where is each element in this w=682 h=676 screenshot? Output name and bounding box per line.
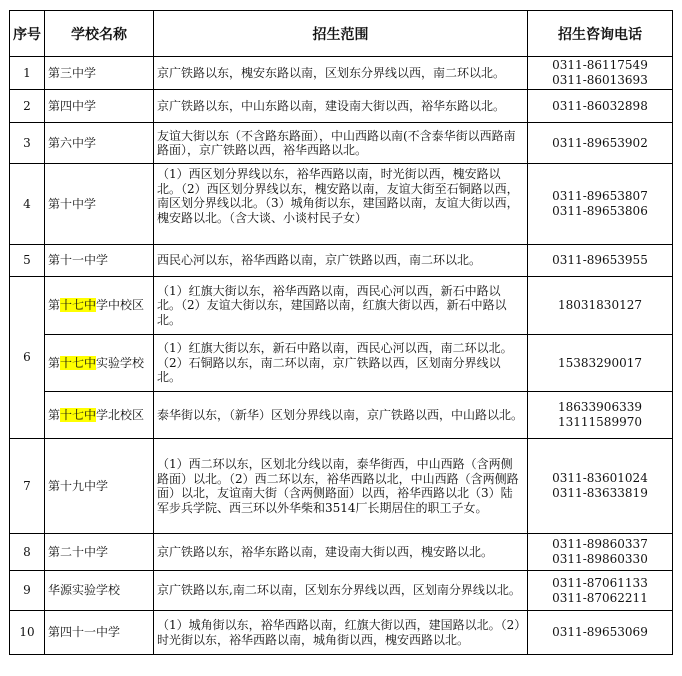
table-row	[10, 534, 673, 571]
phone-cell	[528, 164, 673, 245]
phone-cell	[528, 611, 673, 655]
row-no: 10	[10, 611, 45, 655]
school-name: 第三中学	[45, 57, 154, 90]
school-name	[45, 277, 154, 335]
school-name: 第十中学	[45, 164, 154, 245]
phone-number: 15383290017	[558, 355, 642, 370]
highlighted-text: 十七中	[60, 355, 97, 370]
admission-range: 京广铁路以东,南二环以南，区划东分界线以西，区划南分界线以北。	[154, 571, 528, 611]
header-school: 学校名称	[45, 11, 154, 57]
phone-cell	[528, 534, 673, 571]
phone-number: 13111589970	[558, 415, 642, 429]
phone-number: 0311-89860337	[552, 537, 648, 551]
table-row	[10, 245, 673, 277]
header-row	[10, 11, 673, 57]
admission-range: 西民心河以东，裕华西路以南，京广铁路以西，南二环以北。	[154, 245, 528, 277]
row-no: 4	[10, 164, 45, 245]
admission-range: 京广铁路以东，裕华东路以南，建设南大街以西，槐安路以北。	[154, 534, 528, 571]
phone-number: 18633906339	[558, 400, 642, 414]
school-name-prefix: 第	[48, 355, 61, 370]
school-name: 第十九中学	[45, 439, 154, 534]
table-row	[10, 571, 673, 611]
phone-number: 0311-87062211	[552, 590, 648, 605]
admission-range: 友谊大街以东（不含路东路面），中山西路以南(不含泰华街以西路南路面），京广铁路以西，裕华西路以北。	[154, 123, 528, 164]
school-name-prefix: 第	[48, 298, 61, 313]
admission-range: （1）红旗大街以东，裕华西路以南，西民心河以西，新石中路以北。（2）友谊大街以东，建国路以南，红旗大街以西，新石中路以北。	[154, 277, 528, 335]
table-row	[10, 439, 673, 534]
admission-range-cell	[154, 164, 528, 245]
table-row	[10, 277, 673, 335]
table-row	[10, 123, 673, 164]
phone-cell	[528, 57, 673, 90]
table-row	[10, 392, 673, 439]
school-name	[45, 392, 154, 439]
phone-cell	[528, 277, 673, 335]
admission-range: （1）城角街以东，裕华西路以南，红旗大街以西，建国路以北。（2）时光街以东，裕华西路以南，城角街以西，槐安西路以北。	[154, 611, 528, 655]
phone-number: 18031830127	[558, 298, 642, 312]
phone-number: 0311-89860330	[552, 552, 648, 566]
table-row	[10, 164, 673, 245]
phone-cell	[528, 392, 673, 439]
admission-range: （1）西区划分界线以东，裕华西路以南，时光街以西，槐安路以北。（2）西区划分界线以东，槐安路以南，友谊大街至石铜路以西，南区划分界线以北。（3）城角街以东，建国路以南，友谊大街以西，槐安路以北。（含大谈、小谈村民子女）	[157, 167, 519, 225]
school-name-suffix: 学北校区	[96, 407, 145, 422]
admission-table	[9, 10, 673, 655]
phone-number: 0311-89653955	[552, 253, 648, 267]
table-row	[10, 335, 673, 392]
school-name: 第六中学	[45, 123, 154, 164]
admission-range: （1）西二环以东，区划北分线以南，泰华街西，中山西路（含两侧路面）以北。（2）西二环以东，裕华西路以北，中山西路（含两侧路面）以北，友谊南大街（含两侧路面）以西，裕华西路以北（3）陆军步兵学院、西三环以外华柴和3514厂长期居住的职工子女。	[154, 439, 528, 534]
row-no: 3	[10, 123, 45, 164]
phone-cell	[528, 335, 673, 392]
admission-range: （1）红旗大街以东，新石中路以南，西民心河以西，南二环以北。（2）石铜路以东，南二环以南，京广铁路以西，区划南分界线以北。	[154, 335, 528, 392]
phone-cell	[528, 571, 673, 611]
phone-number: 0311-83633819	[552, 486, 648, 500]
admission-range: 京广铁路以东，中山东路以南，建设南大街以西，裕华东路以北。	[154, 90, 528, 123]
phone-number: 0311-87061133	[552, 575, 648, 590]
highlighted-text: 十七中	[60, 407, 97, 422]
phone-cell	[528, 245, 673, 277]
highlighted-text: 十七中	[60, 298, 97, 313]
phone-cell	[528, 90, 673, 123]
school-name: 第四十一中学	[45, 611, 154, 655]
phone-number: 0311-86013693	[552, 73, 648, 87]
row-no: 1	[10, 57, 45, 90]
phone-number: 0311-86117549	[552, 58, 648, 72]
table-row	[10, 611, 673, 655]
header-range: 招生范围	[154, 11, 528, 57]
school-name-prefix: 第	[48, 407, 61, 422]
row-no: 5	[10, 245, 45, 277]
admission-range: 京广铁路以东，槐安东路以南，区划东分界线以西，南二环以北。	[154, 57, 528, 90]
school-name: 华源实验学校	[45, 571, 154, 611]
school-name-suffix: 学中校区	[96, 298, 145, 313]
header-phone: 招生咨询电话	[528, 11, 673, 57]
phone-number: 0311-86032898	[552, 98, 648, 113]
phone-number: 0311-89653806	[552, 204, 648, 218]
row-no: 6	[10, 277, 45, 439]
phone-cell	[528, 123, 673, 164]
school-name: 第十一中学	[45, 245, 154, 277]
row-no: 8	[10, 534, 45, 571]
phone-number: 0311-89653902	[552, 135, 648, 150]
school-name-suffix: 实验学校	[96, 355, 145, 370]
row-no: 7	[10, 439, 45, 534]
school-name: 第四中学	[45, 90, 154, 123]
school-name: 第二十中学	[45, 534, 154, 571]
phone-number: 0311-89653069	[552, 625, 648, 639]
phone-number: 0311-89653807	[552, 189, 648, 203]
admission-range: 泰华街以东，（新华）区划分界线以南，京广铁路以西，中山路以北。	[154, 392, 528, 439]
row-no: 9	[10, 571, 45, 611]
phone-cell	[528, 439, 673, 534]
table-row	[10, 57, 673, 90]
row-no: 2	[10, 90, 45, 123]
header-no: 序号	[10, 11, 45, 57]
phone-number: 0311-83601024	[552, 471, 648, 485]
table-row	[10, 90, 673, 123]
school-name	[45, 335, 154, 392]
